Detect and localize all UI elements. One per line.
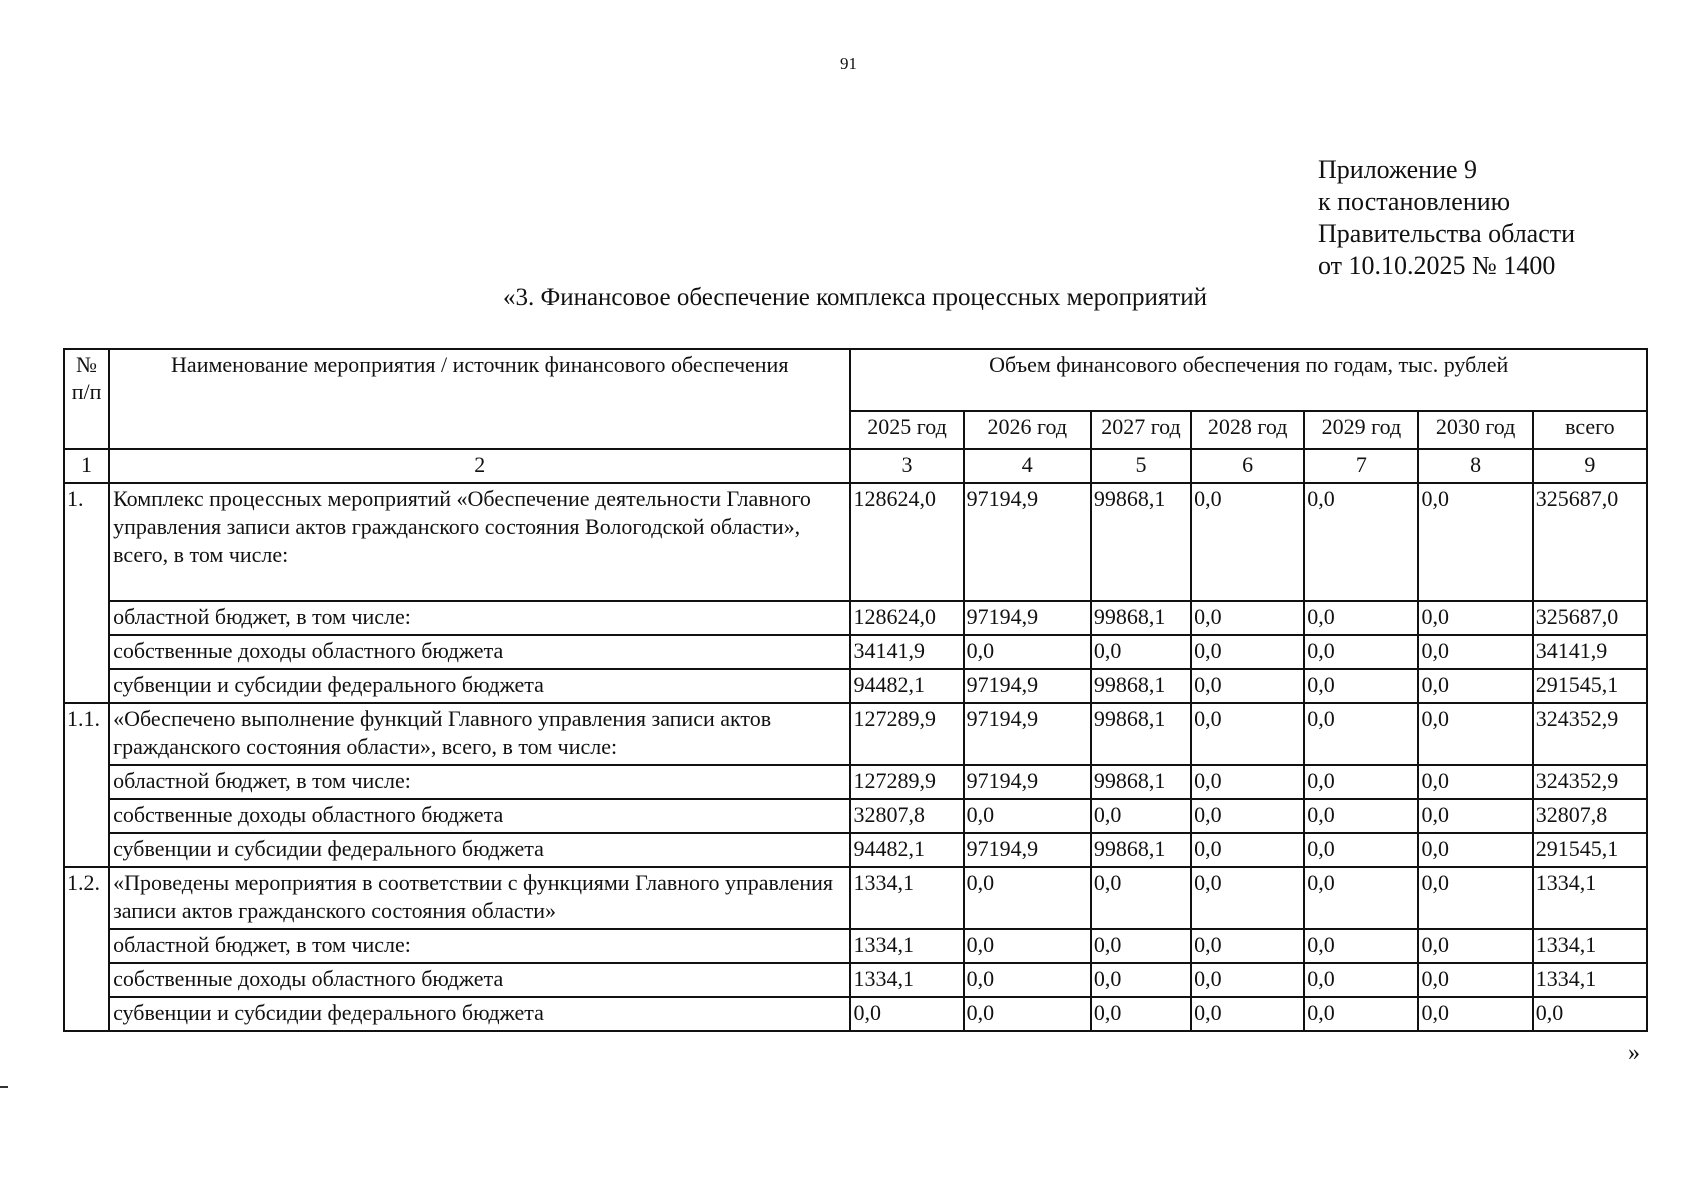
value-year-2028: 0,0 [1191, 635, 1304, 669]
value-year-2028: 0,0 [1191, 669, 1304, 703]
funding-source-name: собственные доходы областного бюджета [109, 963, 850, 997]
header-year-2027: 2027 год [1091, 411, 1191, 449]
value-year-2030: 0,0 [1418, 703, 1532, 765]
value-year-2026: 0,0 [964, 997, 1091, 1031]
header-name: Наименование мероприятия / источник финансового обеспечения [109, 349, 850, 449]
value-year-2026: 97194,9 [964, 703, 1091, 765]
value-year-2030: 0,0 [1418, 867, 1532, 929]
value-year-2029: 0,0 [1304, 669, 1418, 703]
value-year-2029: 0,0 [1304, 963, 1418, 997]
value-year-2029: 0,0 [1304, 703, 1418, 765]
value-year-2027: 0,0 [1091, 963, 1191, 997]
table-row [64, 635, 1647, 669]
appendix-block [1318, 154, 1575, 282]
value-year-2027: 0,0 [1091, 929, 1191, 963]
row-number: 1.2. [64, 867, 109, 1031]
value-year-2030: 0,0 [1418, 635, 1532, 669]
header-year-2028: 2028 год [1191, 411, 1304, 449]
value-year-2028: 0,0 [1191, 963, 1304, 997]
funding-source-name: субвенции и субсидии федерального бюджета [109, 669, 850, 703]
value-total: 34141,9 [1533, 635, 1647, 669]
value-year-2026: 97194,9 [964, 601, 1091, 635]
value-year-2026: 0,0 [964, 929, 1091, 963]
value-year-2026: 0,0 [964, 799, 1091, 833]
header-total: всего [1533, 411, 1647, 449]
funding-source-name: собственные доходы областного бюджета [109, 799, 850, 833]
column-number: 4 [964, 449, 1091, 483]
row-number: 1.1. [64, 703, 109, 867]
header-num: № п/п [64, 349, 109, 449]
value-year-2030: 0,0 [1418, 929, 1532, 963]
value-year-2028: 0,0 [1191, 765, 1304, 799]
value-year-2026: 97194,9 [964, 483, 1091, 601]
value-year-2026: 97194,9 [964, 669, 1091, 703]
header-year-2030: 2030 год [1418, 411, 1532, 449]
document-title: «3. Финансовое обеспечение комплекса процессных мероприятий [502, 284, 1208, 311]
value-year-2025: 32807,8 [850, 799, 963, 833]
column-number: 8 [1418, 449, 1532, 483]
value-total: 1334,1 [1533, 963, 1647, 997]
funding-source-name: областной бюджет, в том числе: [109, 765, 850, 799]
value-total: 324352,9 [1533, 765, 1647, 799]
value-year-2027: 0,0 [1091, 799, 1191, 833]
value-year-2030: 0,0 [1418, 669, 1532, 703]
value-year-2027: 99868,1 [1091, 483, 1191, 601]
value-year-2026: 97194,9 [964, 765, 1091, 799]
column-number: 5 [1091, 449, 1191, 483]
column-number: 3 [850, 449, 963, 483]
value-year-2029: 0,0 [1304, 997, 1418, 1031]
value-year-2030: 0,0 [1418, 765, 1532, 799]
value-year-2028: 0,0 [1191, 997, 1304, 1031]
value-year-2026: 97194,9 [964, 833, 1091, 867]
value-year-2026: 0,0 [964, 963, 1091, 997]
column-number: 2 [109, 449, 850, 483]
value-year-2028: 0,0 [1191, 703, 1304, 765]
value-total: 291545,1 [1533, 833, 1647, 867]
value-year-2025: 1334,1 [850, 867, 963, 929]
value-year-2028: 0,0 [1191, 833, 1304, 867]
value-year-2029: 0,0 [1304, 929, 1418, 963]
activity-name: Комплекс процессных мероприятий «Обеспечение деятельности Главного управления записи актов гражданского состояния Вологодской области», всего, в том числе: [109, 483, 850, 601]
funding-source-name: областной бюджет, в том числе: [109, 601, 850, 635]
appendix-line-3: Правительства области [1318, 219, 1576, 248]
table-row [64, 833, 1647, 867]
funding-source-name: субвенции и субсидии федерального бюджета [109, 997, 850, 1031]
table-row [64, 997, 1647, 1031]
activity-name: «Обеспечено выполнение функций Главного управления записи актов гражданского состояния области», всего, в том числе: [109, 703, 850, 765]
value-year-2029: 0,0 [1304, 833, 1418, 867]
value-year-2030: 0,0 [1418, 833, 1532, 867]
value-year-2025: 1334,1 [850, 929, 963, 963]
value-year-2029: 0,0 [1304, 799, 1418, 833]
value-total: 325687,0 [1533, 601, 1647, 635]
value-year-2028: 0,0 [1191, 799, 1304, 833]
activity-name: «Проведены мероприятия в соответствии с функциями Главного управления записи актов гражданского состояния области» [109, 867, 850, 929]
value-year-2027: 99868,1 [1091, 669, 1191, 703]
table-row [64, 483, 1647, 601]
value-year-2029: 0,0 [1304, 601, 1418, 635]
value-year-2028: 0,0 [1191, 483, 1304, 601]
value-year-2026: 0,0 [964, 635, 1091, 669]
value-total: 1334,1 [1533, 929, 1647, 963]
value-year-2027: 0,0 [1091, 997, 1191, 1031]
column-number: 1 [64, 449, 109, 483]
page-number: 91 [840, 54, 857, 73]
value-year-2030: 0,0 [1418, 483, 1532, 601]
value-total: 324352,9 [1533, 703, 1647, 765]
value-year-2028: 0,0 [1191, 601, 1304, 635]
row-number: 1. [64, 483, 109, 703]
value-year-2025: 94482,1 [850, 833, 963, 867]
value-year-2030: 0,0 [1418, 997, 1532, 1031]
value-year-2027: 0,0 [1091, 867, 1191, 929]
column-numbers-row [64, 449, 1647, 483]
value-total: 291545,1 [1533, 669, 1647, 703]
table-row [64, 601, 1647, 635]
value-year-2025: 127289,9 [850, 765, 963, 799]
value-year-2026: 0,0 [964, 867, 1091, 929]
value-total: 32807,8 [1533, 799, 1647, 833]
value-year-2025: 128624,0 [850, 483, 963, 601]
column-number: 7 [1304, 449, 1418, 483]
value-year-2027: 99868,1 [1091, 703, 1191, 765]
value-total: 325687,0 [1533, 483, 1647, 601]
appendix-line-2: к постановлению [1318, 187, 1511, 216]
value-year-2025: 128624,0 [850, 601, 963, 635]
value-year-2029: 0,0 [1304, 635, 1418, 669]
funding-source-name: областной бюджет, в том числе: [109, 929, 850, 963]
table-row [64, 963, 1647, 997]
appendix-line-1: Приложение 9 [1318, 155, 1478, 184]
value-year-2027: 0,0 [1091, 635, 1191, 669]
value-total: 0,0 [1533, 997, 1647, 1031]
value-year-2029: 0,0 [1304, 765, 1418, 799]
value-year-2029: 0,0 [1304, 483, 1418, 601]
appendix-line-4: от 10.10.2025 № 1400 [1318, 251, 1556, 280]
table-row [64, 765, 1647, 799]
value-year-2028: 0,0 [1191, 929, 1304, 963]
funding-source-name: субвенции и субсидии федерального бюджета [109, 833, 850, 867]
value-year-2025: 127289,9 [850, 703, 963, 765]
table-row [64, 669, 1647, 703]
column-number: 9 [1533, 449, 1647, 483]
value-year-2025: 34141,9 [850, 635, 963, 669]
value-year-2025: 94482,1 [850, 669, 963, 703]
funding-source-name: собственные доходы областного бюджета [109, 635, 850, 669]
value-year-2030: 0,0 [1418, 799, 1532, 833]
value-year-2027: 99868,1 [1091, 765, 1191, 799]
value-year-2025: 1334,1 [850, 963, 963, 997]
value-total: 1334,1 [1533, 867, 1647, 929]
value-year-2030: 0,0 [1418, 601, 1532, 635]
header-year-2029: 2029 год [1304, 411, 1418, 449]
value-year-2027: 99868,1 [1091, 833, 1191, 867]
table-row [64, 867, 1647, 929]
value-year-2029: 0,0 [1304, 867, 1418, 929]
column-number: 6 [1191, 449, 1304, 483]
header-volume: Объем финансового обеспечения по годам, тыс. рублей [850, 349, 1647, 411]
table-row [64, 799, 1647, 833]
value-year-2025: 0,0 [850, 997, 963, 1031]
scan-mark [0, 1086, 8, 1088]
header-year-2025: 2025 год [850, 411, 963, 449]
value-year-2028: 0,0 [1191, 867, 1304, 929]
value-year-2030: 0,0 [1418, 963, 1532, 997]
financing-table [63, 348, 1648, 1032]
closing-quote: » [1628, 1040, 1640, 1066]
table-row [64, 703, 1647, 765]
header-year-2026: 2026 год [964, 411, 1091, 449]
table-row [64, 929, 1647, 963]
value-year-2027: 99868,1 [1091, 601, 1191, 635]
